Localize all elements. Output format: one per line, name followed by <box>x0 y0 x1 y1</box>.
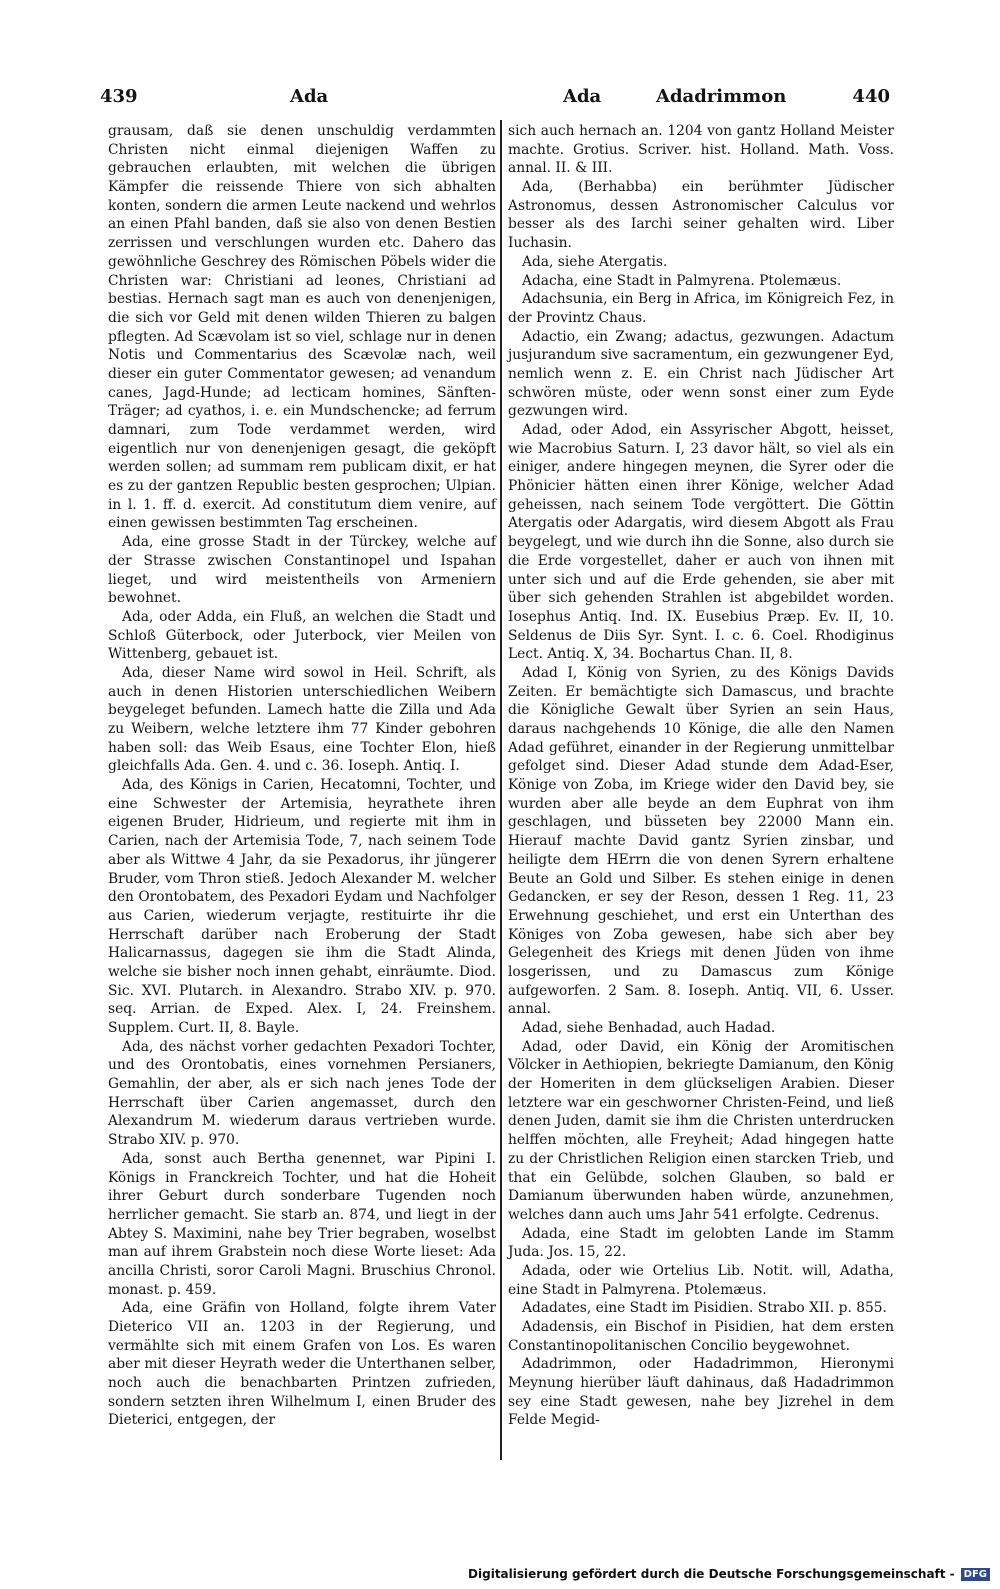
left-text-column <box>108 122 496 1430</box>
dictionary-entry: Adada, eine Stadt im gelobten Lande im Stamm Juda. Jos. 15, 22. <box>508 1225 894 1261</box>
dictionary-entry: Adad I, König von Syrien, zu des Königs Davids Zeiten. Er bemächtigte sich Damascus, und brachte die Königliche Gewalt über Syrien an sein Haus, daraus nachgehends 10 Könige, die alle den Namen Adad geführet, einander in der Regierung unmittelbar gefolget sind. Dieser Adad stunde dem Adad-Eser, Könige von Zoba, im Kriege wider den David bey, sie wurden aber alle beyde an dem Euphrat von ihm geschlagen, und büsseten bey 22000 Mann ein. Hierauf machte David gantz Syrien zinsbar, und heiligte dem HErrn die von denen Syrern erhaltene Beute an Gold und Silber. Es stehen einige in denen Gedancken, er sey der Reson, dessen 1 Reg. 11, 23 Erwehnung geschiehet, und erst ein Unterthan des Königes von Zoba gewesen, habe sich aber bey Gelegenheit des Kriegs mit denen Jüden von ihme losgerissen, und zu Damascus zum Könige aufgeworfen. 2 Sam. 8. Ioseph. Antiq. VII, 6. Usser. annal. <box>508 664 894 1018</box>
dictionary-entry: Adad, oder David, ein König der Aromitischen Völcker in Aethiopien, bekriegte Damianum, den König der Homeriten in dem glückseligen Arabien. Dieser letztere war ein geschworner Christen-Feind, und ließ denen Juden, damit sie ihm die Christen unterdrucken helffen möchten, alle Freyheit; Adad hingegen hatte zu der Christlichen Religion einen starcken Trieb, und that ein Gelübde, solchen Glauben, so bald er Damianum überwunden haben würde, anzunehmen, welches dann auch ums Jahr 541 erfolgte. Cedrenus. <box>508 1038 894 1223</box>
dictionary-entry: Adactio, ein Zwang; adactus, gezwungen. Adactum jusjurandum sive sacramentum, ein gezwungener Eyd, nemlich wenn z. E. ein Christ nach Jüdischer Art schwören müste, oder wenn sonst einer zum Eyde gezwungen wird. <box>508 328 894 420</box>
dictionary-entry: Adad, oder Adod, ein Assyrischer Abgott, heisset, wie Macrobius Saturn. I, 23 davor hält, so viel als ein einiger, andere hingegen meynen, die Syrer oder die Phönicier hätten einen ihrer Könige, welcher Adad geheissen, nach seinem Tode vergöttert. Die Göttin Atergatis oder Adargatis, wird diesem Abgott als Frau beygelegt, und wie durch ihn die Sonne, also durch sie die Erde vorgestellet, daher er auch von ihnen mit unter sich und auf die Erde gehenden, sie aber mit über sich gehenden Strahlen ist abgebildet worden. Iosephus Antiq. Ind. IX. Eusebius Præp. Ev. II, 10. Seldenus de Diis Syr. Synt. I. c. 6. Coel. Rhodiginus Lect. Antiq. X, 34. Bochartus Chan. II, 8. <box>508 422 894 663</box>
dictionary-entry: sich auch hernach an. 1204 von gantz Holland Meister machte. Grotius. Scriver. hist. Holland. Math. Voss. annal. II. & III. <box>508 123 894 177</box>
dictionary-entry: Ada, eine grosse Stadt in der Türckey, welche auf der Strasse zwischen Constantinopel und Ispahan lieget, und wird meistentheils von Armeniern bewohnet. <box>108 534 496 607</box>
dictionary-entry: Ada, des Königs in Carien, Hecatomni, Tochter, und eine Schwester der Artemisia, heyrathete ihren eigenen Bruder, Hidrieum, und regierte mit ihm in Carien, nach der Artemisia Tode, 7, nach seinem Tode aber als Wittwe 4 Jahr, da sie Pexadorus, ihr jüngerer Bruder, vom Thron stieß. Jedoch Alexander M. welcher den Orontobatem, des Pexadori Eydam und Nachfolger aus Carien, wiederum verjagte, restituirte ihr die Herrschaft darüber nach Eroberung der Stadt Halicarnassus, dagegen sie ihm die Stadt Alinda, welche sie bisher noch innen gehabt, einräumte. Diod. Sic. XVI. Plutarch. in Alexandro. Strabo XIV. p. 970. seq. Arrian. de Exped. Alex. I, 24. Freinshem. Supplem. Curt. II, 8. Bayle. <box>108 777 496 1036</box>
dictionary-entry: grausam, daß sie denen unschuldig verdammten Christen nicht einmal diejenigen Waffen zu gebrauchen erlaubten, mit welchen die übrigen Kämpfer die reissende Thiere von sich abhalten konten, sondern die armen Leute nackend und wehrlos an einen Pfahl banden, daß sie also von denen Bestien zerrissen und verschlungen wurden etc. Dahero das gewöhnliche Geschrey des Römischen Pöbels wider die Christen war: Christiani ad leones, Christiani ad bestias. Hernach sagt man es auch von denenjenigen, die sich vor Geld mit denen wilden Thieren zu balgen pflegten. Ad Scævolam ist so viel, schlage nur in denen Notis und Commentarius des Scævolæ nach, weil dieser ein guter Commentator gewesen; ad venandum canes, Jagd-Hunde; ad lecticam homines, Sänften-Träger; ad cyathos, i. e. ein Mundschencke; ad ferrum damnari, zum Tode verdammet werden, wird eigentlich nur von denenjenigen gesagt, die geköpft werden sollen; ad summam rem publicam dixit, er hat es zu der gantzen Republic besten gesprochen; Ulpian. in l. 1. ff. d. exercit. Ad constitutum diem venire, auf einen gewissen bestimmten Tag erscheinen. <box>108 123 496 532</box>
page-header <box>100 86 890 114</box>
dictionary-entry: Ada, siehe Atergatis. <box>522 253 668 270</box>
dictionary-entry: Ada, eine Gräfin von Holland, folgte ihrem Vater Dieterico VII an. 1203 in der Regierung, und vermählte sich mit einem Grafen von Los. Es waren aber mit dieser Heyrath weder die Unterthanen selber, noch auch die benachbarten Printzen zufrieden, sondern setzten ihren Wilhelmum I, einen Bruder des Dieterici, entgegen, der <box>108 1300 496 1429</box>
dictionary-entry: Ada, (Berhabba) ein berühmter Jüdischer Astronomus, dessen Astronomischer Calculus vor besser als des Iarchi seiner gehalten wird. Liber Iuchasin. <box>508 179 894 252</box>
dictionary-entry: Adachsunia, ein Berg in Africa, im Königreich Fez, in der Provintz Chaus. <box>508 291 894 326</box>
dfg-logo: DFG <box>961 1568 990 1581</box>
digitization-footer <box>468 1567 990 1581</box>
running-head-right-last: Adadrimmon <box>656 86 787 107</box>
column-divider <box>500 120 502 1460</box>
running-head-right-first: Ada <box>563 86 602 107</box>
dictionary-entry: Ada, dieser Name wird sowol in Heil. Schrift, als auch in denen Historien unterschiedlichen Weibern beygeleget befunden. Lamech hatte die Zilla und Ada zu Weibern, welche letztere ihm 77 Kinder gebohren haben soll: das Weib Esaus, eine Tochter Elon, hieß gleichfalls Ada. Gen. 4. und c. 36. Ioseph. Antiq. I. <box>108 664 496 775</box>
running-head-left: Ada <box>290 86 329 107</box>
dictionary-entry: Adada, oder wie Ortelius Lib. Notit. will, Adatha, eine Stadt in Palmyrena. Ptolemæus. <box>508 1262 894 1298</box>
dictionary-entry: Adad, siehe Benhadad, auch Hadad. <box>522 1020 776 1036</box>
page-number-right: 440 <box>852 86 890 107</box>
dictionary-entry: Adacha, eine Stadt in Palmyrena. Ptolemæus. <box>522 272 842 289</box>
page-number-left: 439 <box>100 86 138 107</box>
dictionary-entry: Ada, des nächst vorher gedachten Pexadori Tochter, und des Orontobatis, eines vornehmen Persianers, Gemahlin, der aber, als er sich nach jenes Tode der Herrschaft über Carien angemasset, durch den Alexandrum M. wiederum daraus vertrieben wurde. Strabo XIV. p. 970. <box>108 1038 496 1149</box>
dictionary-entry: Adadates, eine Stadt im Pisidien. Strabo XII. p. 855. <box>522 1300 887 1317</box>
dictionary-entry: Adadrimmon, oder Hadadrimmon, Hieronymi Meynung hierüber läuft dahinaus, daß Hadadrimmon sey eine Stadt gewesen, nahe bey Jizrehel in dem Felde Megid- <box>508 1356 894 1429</box>
dictionary-entry: Adadensis, ein Bischof in Pisidien, hat dem ersten Constantinopolitanischen Concilio beygewohnet. <box>508 1319 894 1354</box>
dictionary-entry: Ada, oder Adda, ein Fluß, an welchen die Stadt und Schloß Güterbock, oder Juterbock, vier Meilen von Wittenberg, gebauet ist. <box>108 608 496 663</box>
footer-credit: Digitalisierung gefördert durch die Deutsche Forschungsgemeinschaft - <box>468 1567 955 1581</box>
dictionary-entry: Ada, sonst auch Bertha genennet, war Pipini I. Königs in Franckreich Tochter, und hat die Hoheit ihrer Geburt durch sonderbare Tugenden noch herrlicher gemacht. Sie starb an. 874, und liegt in der Abtey S. Maximini, nahe bey Trier begraben, woselbst man auf ihrem Grabstein noch diese Worte lieset: Ada ancilla Christi, soror Caroli Magni. Bruschius Chronol. monast. p. 459. <box>108 1150 496 1298</box>
right-text-column <box>508 122 894 1430</box>
